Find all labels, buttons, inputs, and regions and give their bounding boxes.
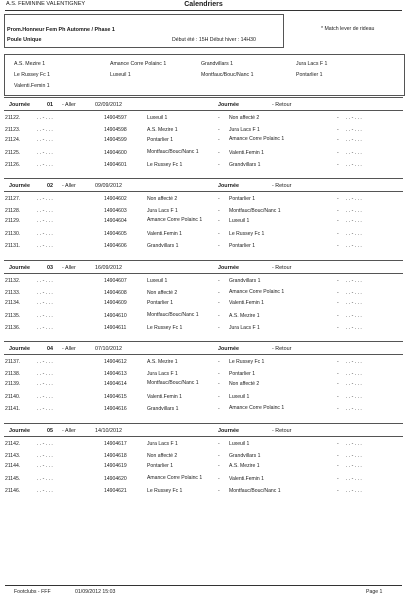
match-separator-dash: - [218, 137, 220, 143]
match-right-placeholder: . . - . . . [346, 290, 362, 296]
match-date-placeholder: . . - . . . [37, 162, 53, 168]
match-away-team: Valenti.Femin 1 [229, 150, 265, 156]
footer-divider [5, 585, 402, 586]
round-leg-aller: - Aller [62, 265, 76, 271]
match-right-placeholder: . . - . . . [346, 325, 362, 331]
team-name: Jura Lacs F 1 [296, 61, 328, 67]
match-away-team: Le Russey Fc 1 [229, 231, 265, 237]
match-separator-dash: - [218, 150, 220, 156]
match-code: 14904617 [104, 441, 127, 447]
match-code: 14904609 [104, 300, 127, 306]
match-home-team: Valenti.Femin 1 [147, 231, 183, 237]
match-separator-dash: - [218, 218, 220, 224]
match-date-placeholder: . . - . . . [37, 488, 53, 494]
match-separator-dash: - [218, 290, 220, 296]
match-id: 21139. [5, 381, 21, 387]
match-separator-dash: - [218, 196, 220, 202]
match-id: 21136. [5, 325, 21, 331]
match-home-team: Non affecté 2 [147, 453, 178, 459]
match-separator-dash: - [218, 394, 220, 400]
round-leg-retour: - Retour [272, 346, 292, 352]
match-date-placeholder: . . - . . . [37, 359, 53, 365]
match-right-dash: - [337, 453, 339, 459]
round-label-retour: Journée [218, 428, 239, 434]
match-separator-dash: - [218, 371, 220, 377]
match-home-team: Jura Lacs F 1 [147, 208, 178, 214]
match-separator-dash: - [218, 325, 220, 331]
match-id: 21141. [5, 406, 21, 412]
match-separator-dash: - [218, 406, 220, 412]
match-id: 21144. [5, 463, 21, 469]
match-right-placeholder: . . - . . . [346, 381, 362, 387]
match-code: 14904608 [104, 290, 127, 296]
match-home-team: Grandvillars 1 [147, 406, 179, 412]
match-right-dash: - [337, 359, 339, 365]
team-name: Pontarlier 1 [296, 72, 323, 78]
match-date-placeholder: . . - . . . [37, 196, 53, 202]
match-separator-dash: - [218, 381, 220, 387]
match-id: 21131. [5, 243, 21, 249]
match-home-team: Montfauc/Bouc/Nanc 1 [147, 312, 199, 318]
match-away-team: Luxeuil 1 [229, 394, 250, 400]
match-date-placeholder: . . - . . . [37, 371, 53, 377]
match-code: 14904619 [104, 463, 127, 469]
match-away-team: Le Russey Fc 1 [229, 359, 265, 365]
match-away-team: Grandvillars 1 [229, 453, 261, 459]
match-right-placeholder: . . - . . . [346, 300, 362, 306]
match-id: 21127. [5, 196, 21, 202]
match-code: 14904602 [104, 196, 127, 202]
match-right-dash: - [337, 208, 339, 214]
match-separator-dash: - [218, 115, 220, 121]
round-number: 03 [47, 265, 53, 271]
round-date: 16/09/2012 [95, 265, 122, 271]
match-code: 14904621 [104, 488, 127, 494]
match-code: 14904618 [104, 453, 127, 459]
match-code: 14904603 [104, 208, 127, 214]
match-right-placeholder: . . - . . . [346, 218, 362, 224]
match-date-placeholder: . . - . . . [37, 300, 53, 306]
match-right-dash: - [337, 162, 339, 168]
match-away-team: Pontarlier 1 [229, 243, 256, 249]
round-leg-retour: - Retour [272, 265, 292, 271]
round-label-aller: Journée [9, 428, 30, 434]
match-right-dash: - [337, 243, 339, 249]
match-date-placeholder: . . - . . . [37, 278, 53, 284]
team-name: Valenti.Femin 1 [14, 83, 50, 89]
match-date-placeholder: . . - . . . [37, 453, 53, 459]
round-separator [4, 97, 403, 98]
match-code: 14904616 [104, 406, 127, 412]
match-right-placeholder: . . - . . . [346, 463, 362, 469]
match-home-team: Le Russey Fc 1 [147, 488, 183, 494]
match-separator-dash: - [218, 162, 220, 168]
match-away-team: Grandvillars 1 [229, 278, 261, 284]
match-home-team: Jura Lacs F 1 [147, 441, 178, 447]
match-code: 14904605 [104, 231, 127, 237]
match-code: 14904597 [104, 115, 127, 121]
match-right-placeholder: . . - . . . [346, 313, 362, 319]
match-id: 21130. [5, 231, 21, 237]
round-number: 05 [47, 428, 53, 434]
match-away-team: Jura Lacs F 1 [229, 127, 260, 133]
match-away-team: Montfauc/Bouc/Nanc 1 [229, 488, 281, 494]
match-home-team: Non affecté 2 [147, 290, 178, 296]
match-right-dash: - [337, 150, 339, 156]
match-code: 14904610 [104, 313, 127, 319]
round-label-aller: Journée [9, 183, 30, 189]
competition-times: Début été : 15H Début hiver : 14H30 [172, 37, 256, 43]
match-home-team: Amance Corre Polainc 1 [147, 475, 203, 481]
match-right-placeholder: . . - . . . [346, 488, 362, 494]
match-away-team: Valenti.Femin 1 [229, 300, 265, 306]
match-id: 21135. [5, 313, 21, 319]
match-id: 21129. [5, 218, 21, 224]
match-id: 21132. [5, 278, 21, 284]
match-right-placeholder: . . - . . . [346, 243, 362, 249]
round-separator [4, 423, 403, 424]
match-separator-dash: - [218, 243, 220, 249]
match-home-team: Pontarlier 1 [147, 300, 174, 306]
match-right-placeholder: . . - . . . [346, 196, 362, 202]
match-right-dash: - [337, 488, 339, 494]
match-id: 21134. [5, 300, 21, 306]
match-away-team: Pontarlier 1 [229, 371, 256, 377]
match-date-placeholder: . . - . . . [37, 476, 53, 482]
match-away-team: Grandvillars 1 [229, 162, 261, 168]
match-home-team: Le Russey Fc 1 [147, 325, 183, 331]
match-separator-dash: - [218, 300, 220, 306]
match-right-placeholder: . . - . . . [346, 406, 362, 412]
match-date-placeholder: . . - . . . [37, 208, 53, 214]
match-date-placeholder: . . - . . . [37, 406, 53, 412]
match-away-team: Luxeuil 1 [229, 218, 250, 224]
match-separator-dash: - [218, 313, 220, 319]
match-id: 21125. [5, 150, 21, 156]
round-number: 02 [47, 183, 53, 189]
match-date-placeholder: . . - . . . [37, 218, 53, 224]
match-right-placeholder: . . - . . . [346, 476, 362, 482]
round-separator [4, 341, 403, 342]
match-right-dash: - [337, 406, 339, 412]
match-date-placeholder: . . - . . . [37, 381, 53, 387]
match-separator-dash: - [218, 441, 220, 447]
match-code: 14904600 [104, 150, 127, 156]
match-right-placeholder: . . - . . . [346, 115, 362, 121]
footer-source: Footclubs - FFF [14, 589, 51, 595]
match-right-placeholder: . . - . . . [346, 208, 362, 214]
round-header-underline [4, 436, 403, 437]
match-code: 14904613 [104, 371, 127, 377]
footer-page: Page 1 [366, 589, 383, 595]
match-right-dash: - [337, 231, 339, 237]
team-name: Le Russey Fc 1 [14, 72, 51, 78]
match-id: 21122. [5, 115, 21, 121]
match-right-placeholder: . . - . . . [346, 394, 362, 400]
match-right-placeholder: . . - . . . [346, 137, 362, 143]
match-right-dash: - [337, 300, 339, 306]
match-away-team: Valenti.Femin 1 [229, 476, 265, 482]
match-away-team: Pontarlier 1 [229, 196, 256, 202]
match-id: 21128. [5, 208, 21, 214]
round-number: 04 [47, 346, 53, 352]
match-separator-dash: - [218, 231, 220, 237]
match-home-team: Grandvillars 1 [147, 243, 179, 249]
round-leg-retour: - Retour [272, 428, 292, 434]
round-number: 01 [47, 102, 53, 108]
match-right-dash: - [337, 278, 339, 284]
match-right-dash: - [337, 313, 339, 319]
match-code: 14904612 [104, 359, 127, 365]
match-id: 21126. [5, 162, 21, 168]
match-home-team: Luxeuil 1 [147, 278, 168, 284]
match-code: 14904606 [104, 243, 127, 249]
round-header-underline [4, 110, 403, 111]
match-code: 14904607 [104, 278, 127, 284]
round-separator [4, 178, 403, 179]
match-right-placeholder: . . - . . . [346, 231, 362, 237]
match-id: 21143. [5, 453, 21, 459]
match-right-placeholder: . . - . . . [346, 359, 362, 365]
match-right-dash: - [337, 371, 339, 377]
match-separator-dash: - [218, 359, 220, 365]
round-label-aller: Journée [9, 265, 30, 271]
team-name: Luxeuil 1 [110, 72, 131, 78]
footnote-lever-de-rideau: * Match lever de rideau [321, 26, 375, 32]
competition-subtitle: Poule Unique [7, 37, 42, 43]
match-home-team: Amance Corre Polainc 1 [147, 217, 203, 223]
round-leg-retour: - Retour [272, 102, 292, 108]
match-date-placeholder: . . - . . . [37, 127, 53, 133]
match-home-team: Pontarlier 1 [147, 463, 174, 469]
match-separator-dash: - [218, 488, 220, 494]
match-away-team: Montfauc/Bouc/Nanc 1 [229, 208, 281, 214]
match-right-placeholder: . . - . . . [346, 441, 362, 447]
round-date: 07/10/2012 [95, 346, 122, 352]
match-right-dash: - [337, 441, 339, 447]
round-header-underline [4, 354, 403, 355]
match-right-dash: - [337, 325, 339, 331]
match-right-dash: - [337, 394, 339, 400]
footer-datetime: 01/09/2012 15:03 [75, 589, 116, 595]
match-right-dash: - [337, 127, 339, 133]
match-id: 21145. [5, 476, 21, 482]
match-home-team: Pontarlier 1 [147, 137, 174, 143]
round-separator [4, 260, 403, 261]
match-date-placeholder: . . - . . . [37, 137, 53, 143]
match-home-team: A.S. Mezire 1 [147, 359, 178, 365]
match-separator-dash: - [218, 476, 220, 482]
round-leg-aller: - Aller [62, 346, 76, 352]
match-code: 14904601 [104, 162, 127, 168]
match-away-team: Amance Corre Polainc 1 [229, 136, 285, 142]
match-away-team: Amance Corre Polainc 1 [229, 405, 285, 411]
match-separator-dash: - [218, 208, 220, 214]
match-away-team: Amance Corre Polainc 1 [229, 289, 285, 295]
match-right-placeholder: . . - . . . [346, 371, 362, 377]
match-right-placeholder: . . - . . . [346, 453, 362, 459]
round-label-aller: Journée [9, 102, 30, 108]
match-right-dash: - [337, 381, 339, 387]
match-away-team: Jura Lacs F 1 [229, 325, 260, 331]
round-leg-aller: - Aller [62, 183, 76, 189]
match-home-team: Non affecté 2 [147, 196, 178, 202]
match-away-team: Non affecté 2 [229, 381, 260, 387]
match-id: 21123. [5, 127, 21, 133]
match-away-team: A.S. Mezire 1 [229, 463, 260, 469]
match-separator-dash: - [218, 127, 220, 133]
match-date-placeholder: . . - . . . [37, 115, 53, 121]
match-date-placeholder: . . - . . . [37, 325, 53, 331]
match-right-dash: - [337, 196, 339, 202]
round-label-retour: Journée [218, 183, 239, 189]
page-title: Calendriers [184, 1, 223, 8]
round-leg-retour: - Retour [272, 183, 292, 189]
match-right-placeholder: . . - . . . [346, 127, 362, 133]
round-label-retour: Journée [218, 346, 239, 352]
match-right-dash: - [337, 137, 339, 143]
match-home-team: Montfauc/Bouc/Nanc 1 [147, 149, 199, 155]
match-away-team: Luxeuil 1 [229, 441, 250, 447]
match-code: 14904615 [104, 394, 127, 400]
match-separator-dash: - [218, 278, 220, 284]
match-right-dash: - [337, 218, 339, 224]
match-code: 14904620 [104, 476, 127, 482]
match-right-dash: - [337, 463, 339, 469]
match-separator-dash: - [218, 453, 220, 459]
match-id: 21137. [5, 359, 21, 365]
match-date-placeholder: . . - . . . [37, 231, 53, 237]
round-leg-aller: - Aller [62, 102, 76, 108]
match-date-placeholder: . . - . . . [37, 150, 53, 156]
match-id: 21146. [5, 488, 21, 494]
round-date: 09/09/2012 [95, 183, 122, 189]
match-right-placeholder: . . - . . . [346, 162, 362, 168]
match-right-dash: - [337, 290, 339, 296]
match-away-team: A.S. Mezire 1 [229, 313, 260, 319]
round-header-underline [4, 191, 403, 192]
match-home-team: A.S. Mezire 1 [147, 127, 178, 133]
match-code: 14904611 [104, 325, 127, 331]
match-right-dash: - [337, 476, 339, 482]
match-right-placeholder: . . - . . . [346, 278, 362, 284]
match-home-team: Jura Lacs F 1 [147, 371, 178, 377]
competition-title: Prom.Honneur Fem Ph Automne / Phase 1 [7, 27, 115, 33]
match-home-team: Valenti.Femin 1 [147, 394, 183, 400]
match-id: 21124. [5, 137, 21, 143]
header-divider [5, 10, 402, 11]
match-date-placeholder: . . - . . . [37, 441, 53, 447]
match-home-team: Luxeuil 1 [147, 115, 168, 121]
team-name: Amance Corre Polainc 1 [110, 61, 167, 67]
match-home-team: Le Russey Fc 1 [147, 162, 183, 168]
match-separator-dash: - [218, 463, 220, 469]
match-date-placeholder: . . - . . . [37, 290, 53, 296]
round-header-underline [4, 273, 403, 274]
match-id: 21133. [5, 290, 21, 296]
team-name: A.S. Mezire 1 [14, 61, 46, 67]
match-code: 14904604 [104, 218, 127, 224]
match-away-team: Non affecté 2 [229, 115, 260, 121]
round-date: 14/10/2012 [95, 428, 122, 434]
match-code: 14904599 [104, 137, 127, 143]
round-label-retour: Journée [218, 102, 239, 108]
match-home-team: Montfauc/Bouc/Nanc 1 [147, 380, 199, 386]
round-label-aller: Journée [9, 346, 30, 352]
team-name: Montfauc/Bouc/Nanc 1 [201, 72, 254, 78]
match-date-placeholder: . . - . . . [37, 313, 53, 319]
round-date: 02/09/2012 [95, 102, 122, 108]
match-date-placeholder: . . - . . . [37, 394, 53, 400]
match-date-placeholder: . . - . . . [37, 463, 53, 469]
round-leg-aller: - Aller [62, 428, 76, 434]
match-id: 21140. [5, 394, 21, 400]
match-id: 21142. [5, 441, 21, 447]
match-right-placeholder: . . - . . . [346, 150, 362, 156]
match-id: 21138. [5, 371, 21, 377]
organization-name: A.S. FEMININE VALENTIGNEY [6, 1, 86, 7]
match-date-placeholder: . . - . . . [37, 243, 53, 249]
match-code: 14904614 [104, 381, 127, 387]
match-code: 14904598 [104, 127, 127, 133]
round-label-retour: Journée [218, 265, 239, 271]
match-right-dash: - [337, 115, 339, 121]
team-name: Grandvillars 1 [201, 61, 234, 67]
